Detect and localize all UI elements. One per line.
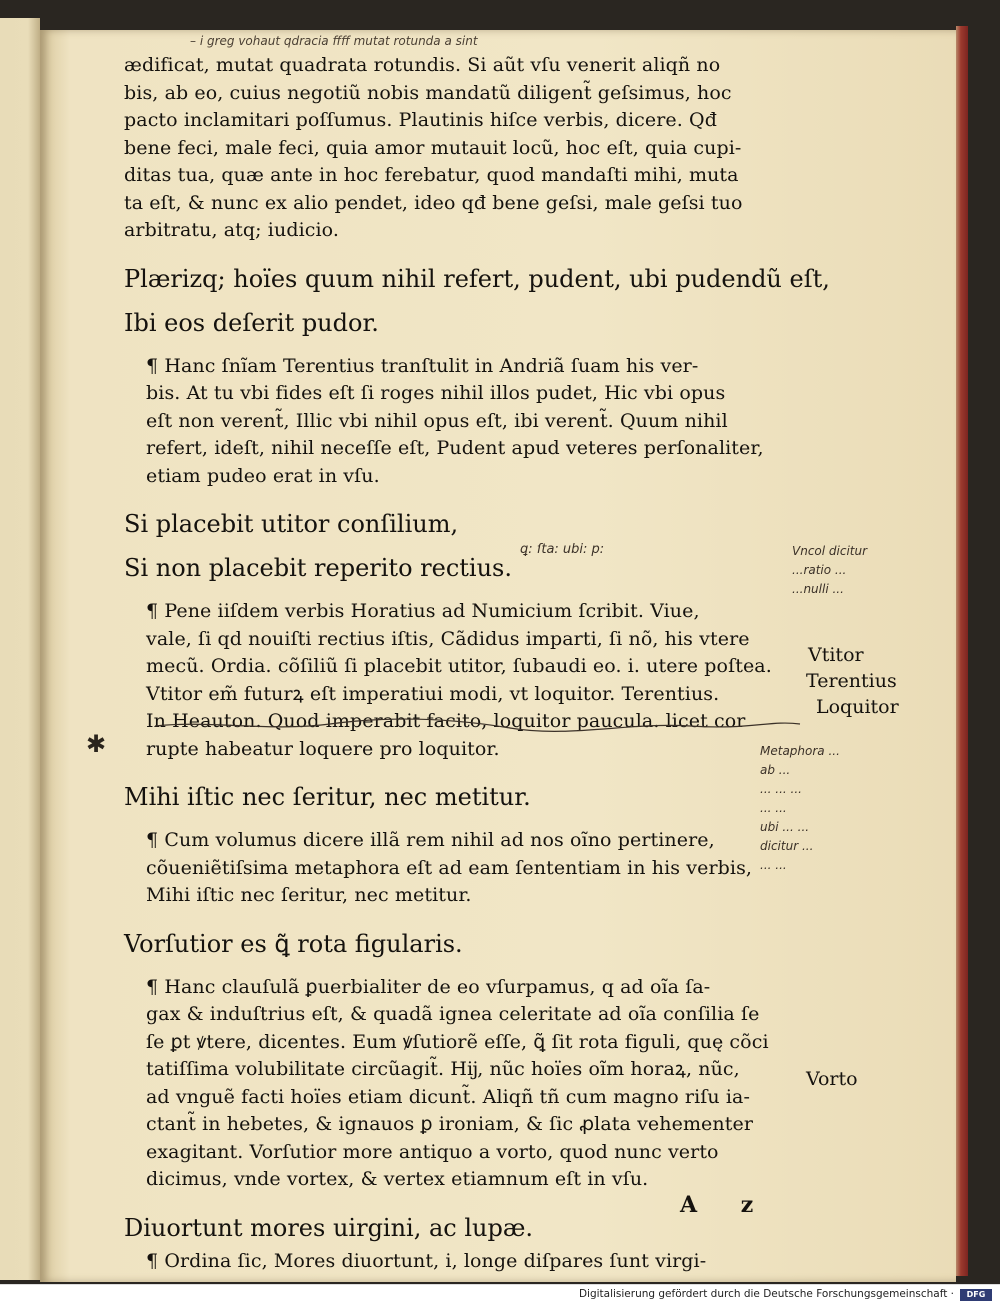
text-line: ¶ Hanc ſnĩam Terentius tranſtulit in Andriã ſuam his ver- <box>146 354 699 377</box>
heading-proverb-pudor <box>124 259 830 343</box>
text-line: mecũ. Ordia. cõſiliũ ſi placebit utitor, ſubaudi eo. i. utere poſtea. <box>146 655 772 677</box>
text-line: etiam pudeo erat in vſu. <box>146 464 380 487</box>
margin-note-vorto: Vorto <box>806 1068 858 1090</box>
paragraph-ordina: ¶ Ordina ſic, Mores diuortunt, i, longe diſpares ſunt virgi- <box>146 1249 707 1272</box>
handwritten-line: ... ... ... <box>760 782 802 796</box>
heading-line: Si placebit utitor conſilium, <box>124 510 459 538</box>
heading-line: Plærizq; hoïes quum nihil refert, pudent, ubi pudendũ eſt, <box>124 264 830 293</box>
text-line: ¶ Cum volumus dicere illã rem nihil ad nos oĩno pertinere, <box>146 829 715 851</box>
margin-asterisk-icon: ✱ <box>86 730 107 758</box>
text-line: bis, ab eo, cuius negotiũ nobis mandatũ diligent͏̃ geſsimus, hoc <box>124 81 732 104</box>
handwritten-line: ubi ... ... <box>760 820 810 834</box>
margin-note-loquitor: Loquitor <box>816 696 899 718</box>
heading-proverb-lupae: Diuortunt mores uirgini, ac lupæ. <box>124 1213 534 1242</box>
text-line: cõueniẽtiſsima metaphora eſt ad eam ſententiam in his verbis, <box>146 856 753 879</box>
signature-mark: A z <box>680 1192 772 1218</box>
margin-note-terentius: Terentius <box>806 670 897 692</box>
text-line: In Heauton. Quod imperabit facito, loquitor paucula. licet cor <box>146 710 746 732</box>
text-line: dicimus, vnde vortex, & vertex etiamnum eſt in vſu. <box>146 1168 649 1190</box>
heading-line: Ibi eos deſerit pudor. <box>124 308 379 337</box>
funding-notice: Digitalisierung gefördert durch die Deutsche Forschungsgemeinschaft · <box>578 1288 954 1300</box>
heading-proverb-consilium <box>124 504 804 588</box>
heading-line: Si non placebit reperito rectius. <box>124 554 512 582</box>
text-line: ad vnguẽ facti hoïes etiam dicunt͏̃. Aliqñ tñ cum magno riſu ia- <box>146 1085 751 1108</box>
text-line: ædificat, mutat quadrata rotundis. Si aũt vſu venerit aliqñ no <box>124 54 721 76</box>
handwritten-line: Metaphora ... <box>760 744 840 758</box>
handwritten-line: ... ... <box>760 801 787 815</box>
text-line: arbitratu, atq; iudicio. <box>124 219 340 241</box>
handwritten-line: Vncol dicitur <box>792 544 868 558</box>
paragraph-plautus <box>124 52 804 245</box>
text-line: gax & induſtrius eſt, & quadã ignea celeritate ad oĩa conſilia ſe <box>146 1003 760 1025</box>
heading-proverb-rota: Vorſutior es ꝗ̃ rota figularis. <box>124 929 463 958</box>
paragraph-terentius-andria <box>124 353 804 491</box>
paragraph-vorsutior <box>124 974 804 1194</box>
text-line: ¶ Hanc clauſulã ꝑuerbialiter de eo vſurpamus, q ad oĩa ſa- <box>146 975 711 998</box>
text-line: rupte habeatur loquere pro loquitor. <box>146 737 500 760</box>
text-line: ditas tua, quæ ante in hoc ferebatur, quod mandaſti mihi, muta <box>124 164 739 186</box>
footer-bar <box>0 1284 1000 1305</box>
text-line: tatiſſima volubilitate circũagit͏̃. Hĳ, nũc hoïes oĩm horaꝝ, nũc, <box>146 1058 740 1080</box>
handwritten-line: ...ratio ... <box>792 563 847 577</box>
text-line: ctant͏̃ in hebetes, & ignauos ꝑ ironiam, & ſic ꝓlata vehementer <box>146 1113 754 1135</box>
text-line: vale, ſi qd nouiſti rectius iſtis, Cãdidus imparti, ſi nõ, his vtere <box>146 627 750 650</box>
book-cover-edge <box>956 26 968 1276</box>
handwritten-header-note: – i greg vohaut qdracia ffff mutat rotunda a sint <box>190 34 478 48</box>
dfg-logo-icon: DFG <box>960 1289 992 1301</box>
text-line: bene feci, male feci, quia amor mutauit locũ, hoc eſt, quia cupi- <box>124 136 742 159</box>
text-line: Vtitor em̃ futurꝝ eſt imperatiui modi, vt loquitor. Terentius. <box>146 682 720 705</box>
handwritten-margin-note-2 <box>760 742 952 875</box>
handwritten-line: ab ... <box>760 763 791 777</box>
handwritten-margin-note-1 <box>792 542 952 599</box>
paragraph-metaphora <box>124 827 804 910</box>
interlinear-note: ꝗ: ſta: ubi: p: <box>520 542 605 557</box>
paragraph-horatius <box>124 598 804 763</box>
margin-note-vtitor: Vtitor <box>808 644 864 666</box>
text-line: eſt non verent͏̃, Illic vbi nihil opus eſt, ibi verent͏̃. Quum nihil <box>146 409 728 432</box>
handwritten-line: ... ... <box>760 858 787 872</box>
heading-proverb-seritur: Mihi iſtic nec ſeritur, nec metitur. <box>124 783 531 811</box>
text-line: ta eſt, & nunc ex alio pendet, ideo qđ bene geſsi, male geſsi tuo <box>124 191 743 214</box>
handwritten-underline-scribble <box>150 712 810 738</box>
text-line: bis. At tu vbi fides eſt ſi roges nihil illos pudet, Hic vbi opus <box>146 382 726 404</box>
previous-page-edge <box>0 18 40 1280</box>
text-line: ſe ꝑt ꝟtere, dicentes. Eum ꝟſutiorẽ eſſe, ꝗ̃ ſit rota figuli, quę cõci <box>146 1030 769 1053</box>
text-line: Mihi iſtic nec ſeritur, nec metitur. <box>146 884 472 906</box>
text-line: refert, ideſt, nihil neceſſe eſt, Pudent apud veteres perſonaliter, <box>146 437 764 459</box>
text-line: ¶ Pene iiſdem verbis Horatius ad Numicium ſcribit. Viue, <box>146 600 700 622</box>
text-line: exagitant. Vorſutior more antiquo a vorto, quod nunc verto <box>146 1140 719 1163</box>
handwritten-line: ...nulli ... <box>792 582 844 596</box>
text-line: pacto inclamitari poſſumus. Plautinis hiſce verbis, dicere. Qđ <box>124 109 717 131</box>
handwritten-line: dicitur ... <box>760 839 814 853</box>
